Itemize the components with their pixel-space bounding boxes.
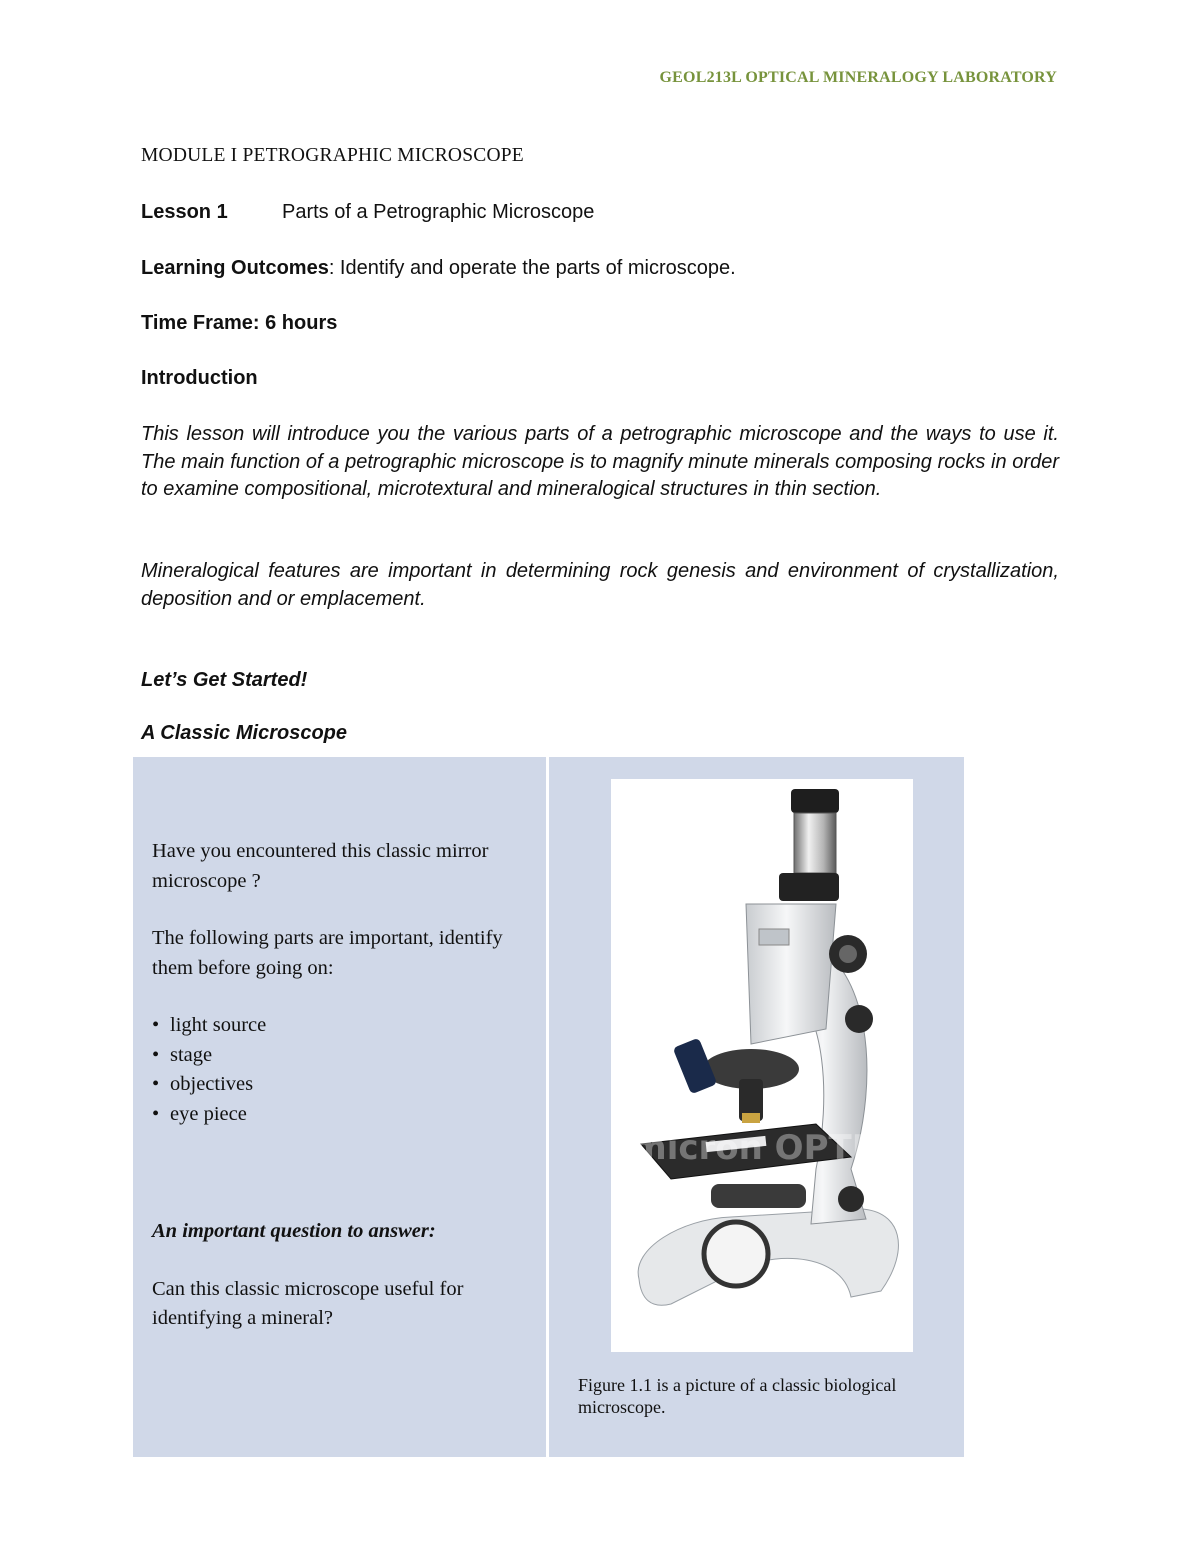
learning-outcomes (141, 257, 736, 280)
encounter-question: Have you encountered this classic mirror microscope ? (152, 840, 489, 892)
list-item: • stage (152, 1041, 522, 1071)
list-item: • objectives (152, 1070, 522, 1100)
lesson-label: Lesson 1 (141, 201, 228, 223)
parts-list (152, 1011, 522, 1129)
list-item: • light source (152, 1011, 522, 1041)
intro-paragraph-1: This lesson will introduce you the various parts of a petrographic microscope and the ways to use it. The main function of a petrographic microscope is to magnify minute minerals composing rocks in order to examine compositional, microtextural and mineralogical structures in thin section. (141, 423, 1059, 500)
lesson-title: Parts of a Petrographic Microscope (282, 201, 595, 223)
lesson-line (141, 201, 594, 224)
box-left-text (152, 837, 522, 1334)
outcomes-text: : Identify and operate the parts of microscope. (328, 257, 736, 279)
parts-instruction: The following parts are important, identify them before going on: (152, 927, 503, 979)
photo-watermark: micron OPTIK (631, 1128, 891, 1168)
outcomes-label: Learning Outcomes (141, 257, 329, 279)
microscope-photo (611, 779, 913, 1352)
microscope-illustration (611, 779, 913, 1352)
figure-caption: Figure 1.1 is a picture of a classic biological microscope. (578, 1375, 897, 1417)
course-header: GEOL213L OPTICAL MINERALOGY LABORATORY (659, 69, 1057, 86)
intro-paragraph-2: Mineralogical features are important in determining rock genesis and environment of crystallization, deposition and or emplacement. (141, 560, 1059, 610)
introduction-heading: Introduction (141, 367, 258, 389)
box-divider (546, 757, 549, 1457)
mineral-question: Can this classic microscope useful for identifying a mineral? (152, 1277, 464, 1329)
classic-microscope-box (133, 757, 964, 1457)
get-started-heading: Let’s Get Started! (141, 669, 308, 691)
classic-microscope-heading: A Classic Microscope (141, 722, 348, 744)
time-frame: Time Frame: 6 hours (141, 312, 338, 334)
module-title: MODULE I PETROGRAPHIC MICROSCOPE (141, 145, 524, 166)
question-heading: An important question to answer: (152, 1220, 436, 1242)
list-item: • eye piece (152, 1100, 522, 1130)
